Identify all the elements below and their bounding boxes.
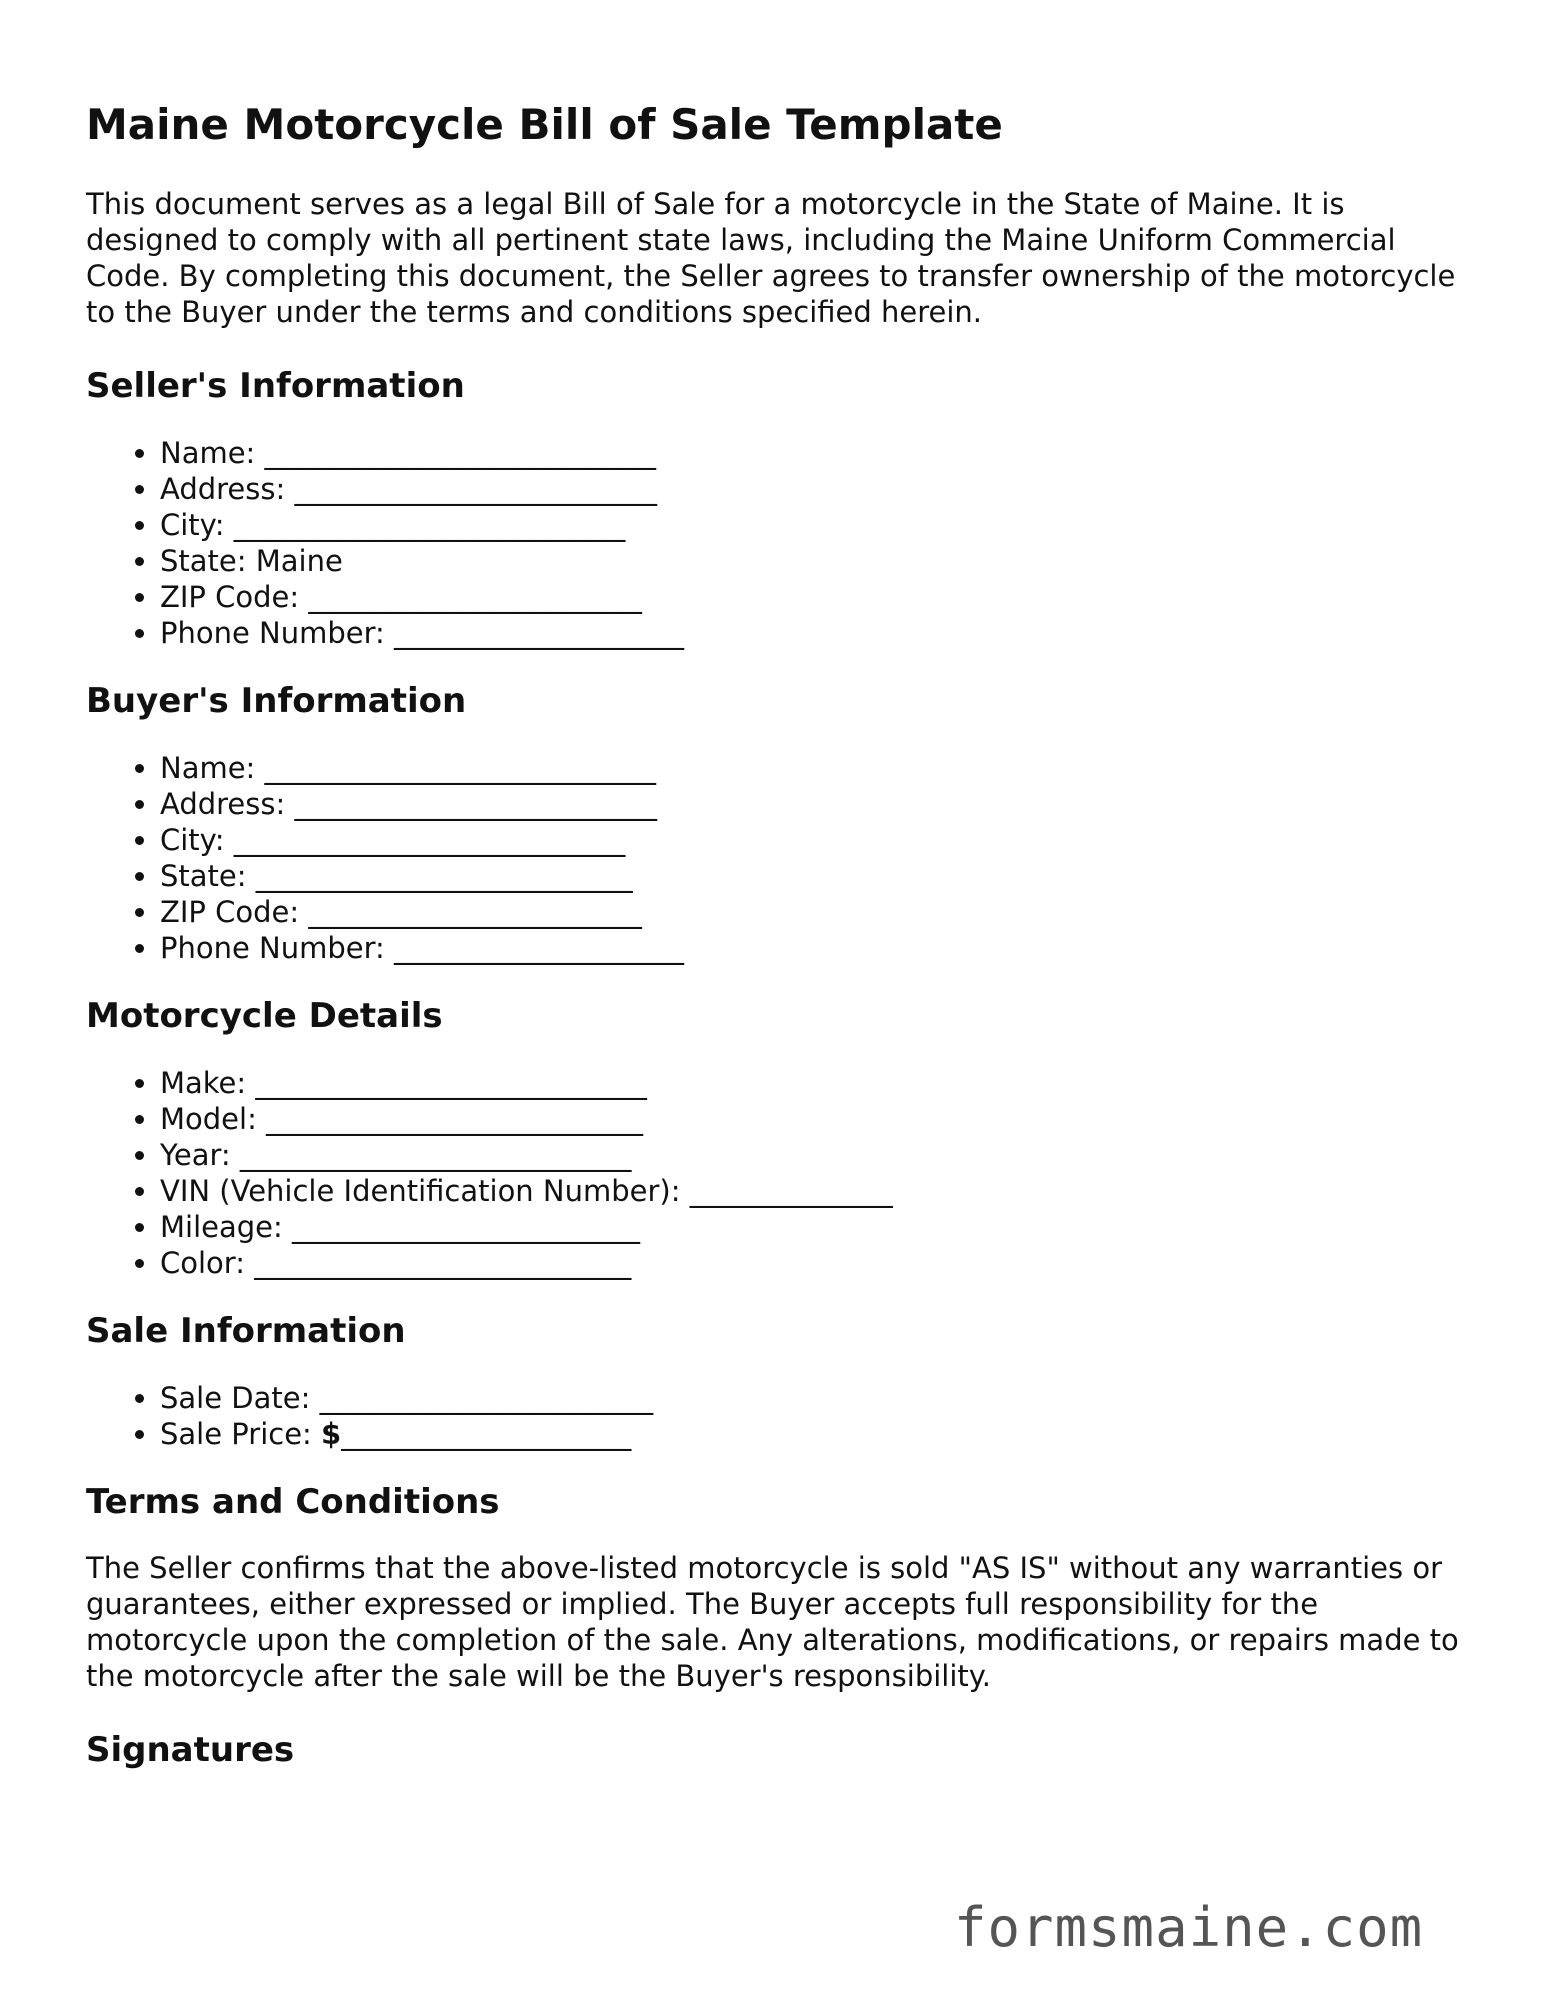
seller-list: [86, 435, 1476, 651]
watermark: formsmaine.com: [954, 1896, 1424, 1959]
document-page: [86, 100, 1476, 1799]
motorcycle-model-field: • Model: __________________________: [160, 1101, 1476, 1137]
seller-address-field: • Address: _________________________: [160, 471, 1476, 507]
buyer-address-field: • Address: _________________________: [160, 786, 1476, 822]
buyer-list: [86, 750, 1476, 966]
seller-name-field: • Name: ___________________________: [160, 435, 1476, 471]
sale-price-field: [160, 1416, 1476, 1452]
buyer-heading: Buyer's Information: [86, 681, 467, 722]
motorcycle-make-field: • Make: ___________________________: [160, 1065, 1476, 1101]
sale-list: [86, 1380, 1476, 1452]
dollar-sign: $: [321, 1416, 342, 1451]
sale-price-blank: ____________________: [341, 1416, 632, 1451]
buyer-state-field: • State: __________________________: [160, 858, 1476, 894]
buyer-name-field: • Name: ___________________________: [160, 750, 1476, 786]
motorcycle-heading: Motorcycle Details: [86, 995, 443, 1036]
seller-state-field: • State: Maine: [160, 543, 1476, 579]
motorcycle-color-field: • Color: __________________________: [160, 1245, 1476, 1281]
terms-heading: Terms and Conditions: [86, 1481, 500, 1522]
seller-city-field: • City: ___________________________: [160, 507, 1476, 543]
seller-heading: Seller's Information: [86, 366, 465, 407]
motorcycle-list: [86, 1065, 1476, 1281]
motorcycle-vin-field: • VIN (Vehicle Identification Number): ______________: [160, 1173, 1476, 1209]
sale-price-label: Sale Price:: [160, 1416, 322, 1451]
sale-heading: Sale Information: [86, 1310, 406, 1351]
motorcycle-year-field: • Year: ___________________________: [160, 1137, 1476, 1173]
signatures-heading: Signatures: [86, 1730, 295, 1771]
intro-paragraph: This document serves as a legal Bill of Sale for a motorcycle in the State of Maine. It is designed to comply with all pertinent state laws, including the Maine Uniform Commercial Code. By completing this document, the Seller agrees to transfer ownership of the motorcycle to the Buyer under the terms and conditions specified herein.: [86, 187, 1456, 330]
motorcycle-mileage-field: • Mileage: ________________________: [160, 1209, 1476, 1245]
sale-date-field: • Sale Date: _______________________: [160, 1380, 1476, 1416]
seller-zip-field: • ZIP Code: _______________________: [160, 579, 1476, 615]
document-title: Maine Motorcycle Bill of Sale Template: [86, 100, 1003, 149]
terms-paragraph: The Seller confirms that the above-listed motorcycle is sold "AS IS" without any warranties or guarantees, either expressed or implied. The Buyer accepts full responsibility for the motorcycle upon the completion of the sale. Any alterations, modifications, or repairs made to the motorcycle after the sale will be the Buyer's responsibility.: [86, 1551, 1459, 1694]
buyer-phone-field: • Phone Number: ____________________: [160, 930, 1476, 966]
seller-phone-field: • Phone Number: ____________________: [160, 615, 1476, 651]
buyer-zip-field: • ZIP Code: _______________________: [160, 894, 1476, 930]
buyer-city-field: • City: ___________________________: [160, 822, 1476, 858]
